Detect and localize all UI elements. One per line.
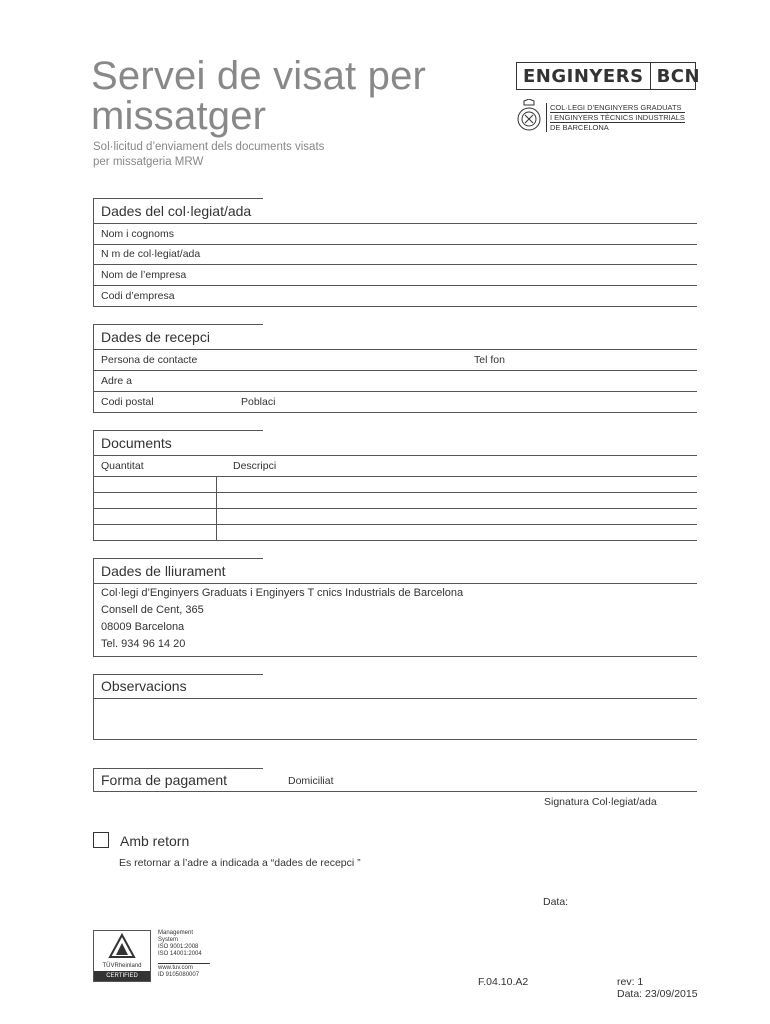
subtitle-line-1: Sol·licitud d’enviament dels documents visats xyxy=(93,141,325,153)
tuv-cert-badge xyxy=(93,930,151,982)
page-title xyxy=(91,56,426,136)
page-subtitle xyxy=(93,140,324,170)
amb-retorn-checkbox[interactable] xyxy=(93,832,109,848)
cert-web: www.tuv.com xyxy=(158,963,210,972)
field-nom-cognoms[interactable]: Nom i cognoms xyxy=(93,224,697,245)
col-descripcio: Descripci xyxy=(233,460,277,472)
cert-line-1: Management xyxy=(158,930,194,936)
delivery-line-1: Col·legi d’Enginyers Graduats i Enginyers T cnics Industrials de Barcelona xyxy=(101,587,464,599)
revision-info xyxy=(617,976,698,1000)
cert-line-3: ISO 9001:2008 xyxy=(158,944,199,950)
pagament-value: Domiciliat xyxy=(288,775,334,787)
revision: rev: 1 xyxy=(617,976,644,988)
cert-line-4: ISO 14001:2004 xyxy=(158,951,202,957)
contact-label: Persona de contacte xyxy=(101,354,198,366)
subtitle-line-2: per missatgeria MRW xyxy=(93,156,204,168)
retorn-note: Es retornar a l’adre a indicada a “dades de recepci ” xyxy=(119,857,361,869)
table-row[interactable] xyxy=(93,509,697,525)
documents-header-row xyxy=(93,456,697,477)
recepcio-heading: Dades de recepci xyxy=(93,325,697,350)
postal-label: Codi postal xyxy=(101,396,154,408)
table-row[interactable] xyxy=(93,493,697,509)
field-codi-postal[interactable] xyxy=(93,392,697,413)
college-seal-icon xyxy=(516,99,542,133)
city-label: Poblaci xyxy=(241,396,276,408)
lliurament-heading: Dades de lliurament xyxy=(93,559,697,584)
form-code: F.04.10.A2 xyxy=(478,976,529,988)
cert-text xyxy=(158,930,210,979)
observacions-field[interactable] xyxy=(93,698,697,740)
amb-retorn-label: Amb retorn xyxy=(120,833,190,849)
revision-date: Data: 23/09/2015 xyxy=(617,988,698,1000)
logo-part-1: ENGINYERS xyxy=(517,63,651,89)
pagament-heading: Forma de pagament xyxy=(101,772,228,788)
field-codi-empresa[interactable]: Codi d’empresa xyxy=(93,286,697,307)
title-line-2: missatger xyxy=(91,94,267,138)
signature-label: Signatura Col·legiat/ada xyxy=(544,796,657,808)
documents-heading: Documents xyxy=(93,431,697,456)
table-row[interactable] xyxy=(93,525,697,541)
date-label: Data: xyxy=(543,896,569,908)
title-line-1: Servei de visat per xyxy=(91,54,427,98)
delivery-line-2: Consell de Cent, 365 xyxy=(101,604,204,616)
delivery-line-3: 08009 Barcelona xyxy=(101,621,185,633)
observacions-heading: Observacions xyxy=(93,675,697,698)
delivery-line-4: Tel. 934 96 14 20 xyxy=(101,638,186,650)
delivery-address xyxy=(93,584,697,657)
field-num-colegiat[interactable]: N m de col·legiat/ada xyxy=(93,245,697,265)
colegiat-heading: Dades del col·legiat/ada xyxy=(93,199,697,224)
college-name xyxy=(546,103,685,132)
pagament-row xyxy=(93,769,697,792)
cert-id: ID 9105080007 xyxy=(158,972,200,978)
field-nom-empresa[interactable]: Nom de l’empresa xyxy=(93,265,697,286)
logo-part-2: BCN xyxy=(656,65,701,87)
tuv-triangle-icon xyxy=(94,931,150,967)
cert-certified: CERTIFIED xyxy=(94,971,150,981)
field-adreca[interactable]: Adre a xyxy=(93,371,697,392)
college-line-3: DE BARCELONA xyxy=(550,123,609,132)
col-quantitat: Quantitat xyxy=(101,460,144,472)
cert-line-2: System xyxy=(158,937,179,943)
table-row[interactable] xyxy=(93,477,697,493)
cert-brand: TÜVRheinland xyxy=(102,963,142,969)
field-persona-contacte[interactable] xyxy=(93,350,697,371)
college-line-2: I ENGINYERS TÈCNICS INDUSTRIALS xyxy=(550,113,685,122)
phone-label: Tel fon xyxy=(474,354,505,366)
column-divider xyxy=(216,477,217,541)
college-line-1: COL·LEGI D’ENGINYERS GRADUATS xyxy=(550,103,685,113)
enginyers-bcn-logo xyxy=(516,62,701,90)
